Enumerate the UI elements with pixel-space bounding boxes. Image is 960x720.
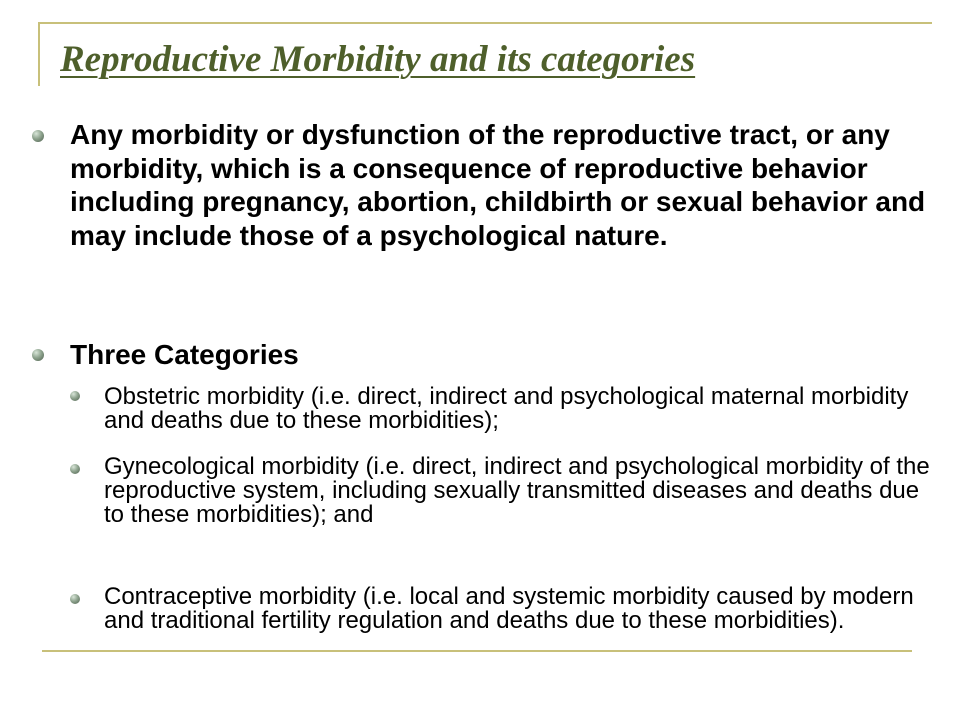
sphere-bullet-icon: [70, 391, 80, 401]
sphere-bullet-icon: [32, 130, 44, 142]
sub-bullet-obstetric: Obstetric morbidity (i.e. direct, indirect and psychological maternal morbidity and deaths due to these morbidities);: [104, 383, 909, 434]
sphere-bullet-icon: [70, 594, 80, 604]
slide-title: Reproductive Morbidity and its categories: [60, 39, 696, 80]
sphere-bullet-icon: [70, 464, 80, 474]
bullet-three-categories: Three Categories: [70, 339, 299, 370]
frame-bottom-line: [42, 650, 912, 652]
sphere-bullet-icon: [32, 349, 44, 361]
sub-bullet-contraceptive: Contraceptive morbidity (i.e. local and systemic morbidity caused by modern and traditional fertility regulation and deaths due to these morbidities).: [104, 583, 914, 634]
sub-bullet-gynecological: Gynecological morbidity (i.e. direct, indirect and psychological morbidity of the reproductive system, including sexually transmitted diseases and deaths due to these morbidities); and: [104, 453, 930, 528]
bullet-definition: Any morbidity or dysfunction of the reproductive tract, or any morbidity, which is a consequence of reproductive behavior including pregnancy, abortion, childbirth or sexual behavior and may include those of a psychological nature.: [70, 119, 926, 251]
